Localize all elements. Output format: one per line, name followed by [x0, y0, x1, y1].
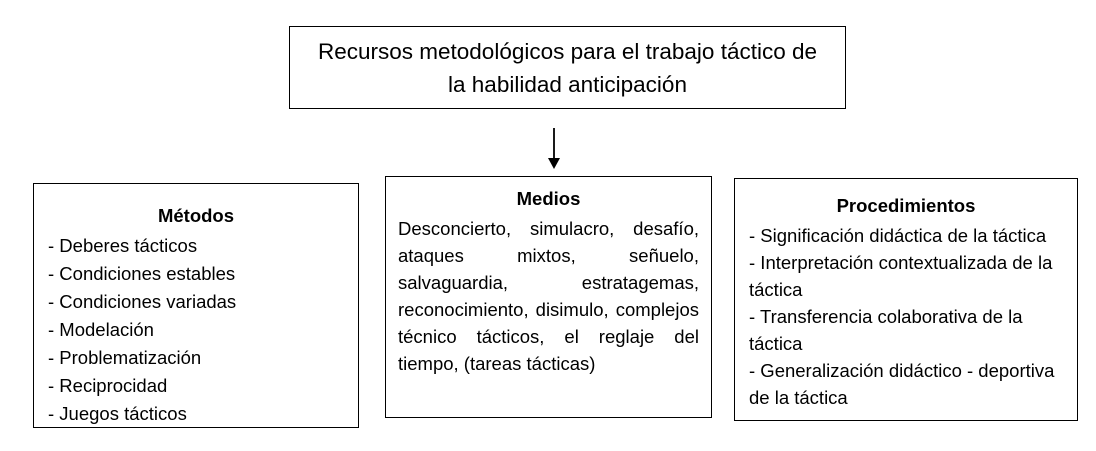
metodos-box: [33, 183, 359, 428]
procedimientos-box: [734, 178, 1078, 421]
procedimientos-item: - Interpretación contextualizada de la táctica: [749, 252, 1053, 300]
procedimientos-list: [749, 222, 1063, 411]
procedimientos-item: - Transferencia colaborativa de la táctica: [749, 306, 1023, 354]
medios-title: Medios: [516, 188, 581, 209]
metodos-item: - Juegos tácticos: [48, 403, 187, 424]
metodos-title: Métodos: [157, 205, 235, 226]
metodos-item: - Problematización: [48, 347, 202, 368]
metodos-item: - Reciprocidad: [48, 375, 168, 396]
top-concept-line-1: Recursos metodológicos para el trabajo táctico de: [317, 38, 818, 64]
metodos-list: [48, 232, 358, 428]
down-arrow-icon: [544, 128, 564, 170]
medios-box: [385, 176, 712, 418]
metodos-item: - Deberes tácticos: [48, 235, 198, 256]
procedimientos-item: - Significación didáctica de la táctica: [749, 225, 1047, 246]
top-concept-line-2: la habilidad anticipación: [448, 71, 687, 97]
procedimientos-title: Procedimientos: [836, 195, 976, 216]
top-concept-box: [289, 26, 846, 109]
procedimientos-item: - Generalización didáctico - deportiva de la táctica: [749, 360, 1055, 408]
medios-text: Desconcierto, simulacro, desafío, ataques mixtos, señuelo, salvaguardia, estratagemas, reconocimiento, disimulo, complejos técnico tácticos, el reglaje del tiempo, (tareas tácticas): [398, 218, 699, 374]
metodos-item: - Condiciones estables: [48, 263, 236, 284]
metodos-item: - Modelación: [48, 319, 154, 340]
metodos-item: - Condiciones variadas: [48, 291, 237, 312]
